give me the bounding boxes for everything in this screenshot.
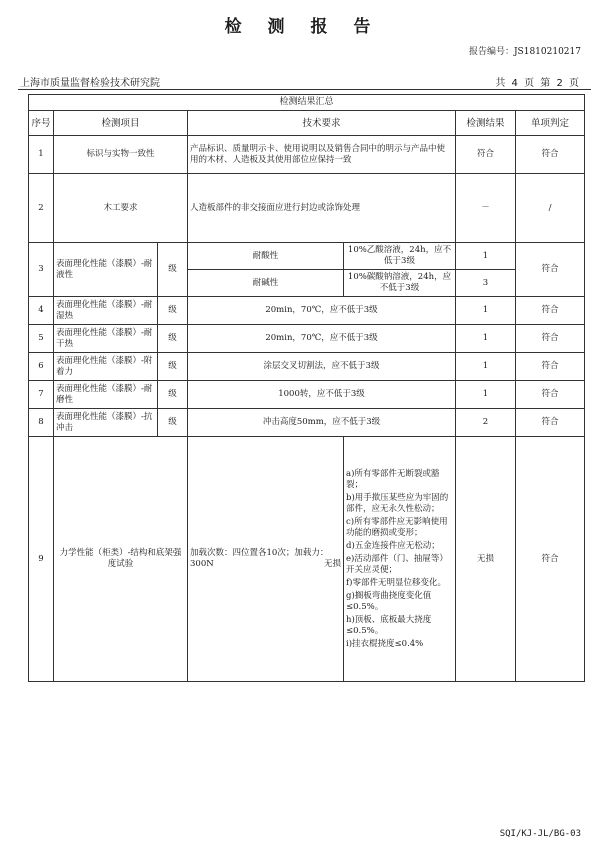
- row-no: 2: [29, 174, 54, 243]
- page-current: 第 2 页: [540, 78, 579, 89]
- row-no: 1: [29, 136, 54, 174]
- criteria-item: g)搁板弯曲挠度变化值≤0.5%。: [346, 590, 432, 612]
- row-verdict: 符合: [516, 353, 585, 381]
- criteria-item: a)所有零部件无断裂或豁裂；: [346, 468, 440, 490]
- row-item: 表面理化性能（漆膜）-耐液性: [54, 243, 158, 297]
- row-requirement: 1000转，应不低于3级: [188, 381, 456, 409]
- sub-test-name: 耐酸性: [188, 243, 344, 270]
- table-row: [29, 437, 585, 682]
- row-item: 力学性能（柜类）-结构和底架强度试验: [54, 437, 188, 682]
- table-row: [29, 243, 585, 270]
- row-requirement: 20min，70℃，应不低于3级: [188, 325, 456, 353]
- table-row: [29, 325, 585, 353]
- row-unit: 级: [158, 381, 188, 409]
- row-no: 5: [29, 325, 54, 353]
- row-item: 表面理化性能（漆膜）-耐干热: [54, 325, 158, 353]
- criteria-item: h)顶板、底板最大挠度≤0.5%。: [346, 614, 432, 636]
- row-no: 9: [29, 437, 54, 682]
- row-requirement: 产品标识、质量明示卡、使用说明以及销售合同中的明示与产品中使用的木材、人造板及其使用部位应保持一致: [188, 136, 456, 174]
- row-requirement: 冲击高度50mm，应不低于3级: [188, 409, 456, 437]
- results-table: [28, 94, 585, 682]
- row-verdict: /: [516, 174, 585, 243]
- table-row: [29, 409, 585, 437]
- row-verdict: 符合: [516, 437, 585, 682]
- table-row: [29, 353, 585, 381]
- row-unit: 级: [158, 297, 188, 325]
- row-no: 4: [29, 297, 54, 325]
- table-header-row: [29, 111, 585, 136]
- report-number-label: 报告编号：: [468, 47, 514, 57]
- row-result: 符合: [456, 136, 516, 174]
- col-header-verdict: 单项判定: [516, 111, 585, 136]
- row-result: 无损: [456, 437, 516, 682]
- row-no: 6: [29, 353, 54, 381]
- row-result: －: [456, 174, 516, 243]
- row-requirement: 人造板部件的非交接面应进行封边或涂饰处理: [188, 174, 456, 243]
- row-result: 1: [456, 381, 516, 409]
- row-item: 表面理化性能（漆膜）-附着力: [54, 353, 158, 381]
- institute-name: 上海市质量监督检验技术研究院: [20, 78, 160, 89]
- row-result: 1: [456, 297, 516, 325]
- row-verdict: 符合: [516, 409, 585, 437]
- table-row: [29, 136, 585, 174]
- load-text: 加载次数：四位置各10次；加载力：300N: [190, 548, 329, 569]
- row-verdict: 符合: [516, 381, 585, 409]
- report-number-value: JS1810210217: [513, 47, 581, 57]
- row-requirement: 涂层交叉切割法，应不低于3级: [188, 353, 456, 381]
- col-header-requirement: 技术要求: [188, 111, 456, 136]
- row-item: 表面理化性能（漆膜）-耐湿热: [54, 297, 158, 325]
- table-row: [29, 174, 585, 243]
- page-indicator: [495, 74, 579, 89]
- row-verdict: 符合: [516, 136, 585, 174]
- row-no: 3: [29, 243, 54, 297]
- criteria-item: i)挂衣棍挠度≤0.4%: [346, 638, 424, 649]
- row-criteria: [344, 437, 456, 682]
- row-result: 1: [456, 353, 516, 381]
- criteria-item: e)活动部件（门、抽屉等）开关应灵便；: [346, 553, 448, 575]
- criteria-item: d)五金连接件应无松动；: [346, 540, 440, 551]
- row-verdict: 符合: [516, 243, 585, 297]
- row-result: 1: [456, 325, 516, 353]
- criteria-item: f)零部件无明显位移变化。: [346, 577, 446, 588]
- row-item: 表面理化性能（漆膜）-抗冲击: [54, 409, 158, 437]
- col-header-item: 检测项目: [54, 111, 188, 136]
- table-row: [29, 381, 585, 409]
- col-header-no: 序号: [29, 111, 54, 136]
- row-unit: 级: [158, 353, 188, 381]
- row-item: 表面理化性能（漆膜）-耐磨性: [54, 381, 158, 409]
- row-unit: 级: [158, 325, 188, 353]
- criteria-item: c)所有零部件应无影响使用功能的磨损或变形；: [346, 516, 448, 538]
- row-no: 8: [29, 409, 54, 437]
- col-header-result: 检测结果: [456, 111, 516, 136]
- sub-test-condition: 10%乙酸溶液，24h，应不低于3级: [344, 243, 456, 270]
- row-item: 木工要求: [54, 174, 188, 243]
- row-verdict: 符合: [516, 325, 585, 353]
- criteria-item: b)用手揿压某些应为牢固的部件，应无永久性松动；: [346, 492, 449, 514]
- load-flag: 无损: [323, 559, 341, 569]
- row-unit: 级: [158, 243, 188, 297]
- sub-test-result: 1: [456, 243, 516, 270]
- row-result: 2: [456, 409, 516, 437]
- page-title: 检 测 报 告: [224, 17, 381, 37]
- sub-test-name: 耐碱性: [188, 270, 344, 297]
- summary-title: 检测结果汇总: [29, 95, 585, 111]
- row-requirement: 20min，70℃，应不低于3级: [188, 297, 456, 325]
- row-item: 标识与实物一致性: [54, 136, 188, 174]
- header-divider: [18, 89, 591, 90]
- form-code: SQI/KJ-JL/BG-03: [499, 829, 581, 839]
- row-no: 7: [29, 381, 54, 409]
- sub-test-result: 3: [456, 270, 516, 297]
- row-unit: 级: [158, 409, 188, 437]
- report-number: [469, 44, 581, 57]
- sub-test-condition: 10%碳酸钠溶液，24h，应不低于3级: [344, 270, 456, 297]
- row-verdict: 符合: [516, 297, 585, 325]
- page-total: 共 4 页: [495, 78, 535, 89]
- row-load-condition: [188, 437, 344, 682]
- table-row: [29, 297, 585, 325]
